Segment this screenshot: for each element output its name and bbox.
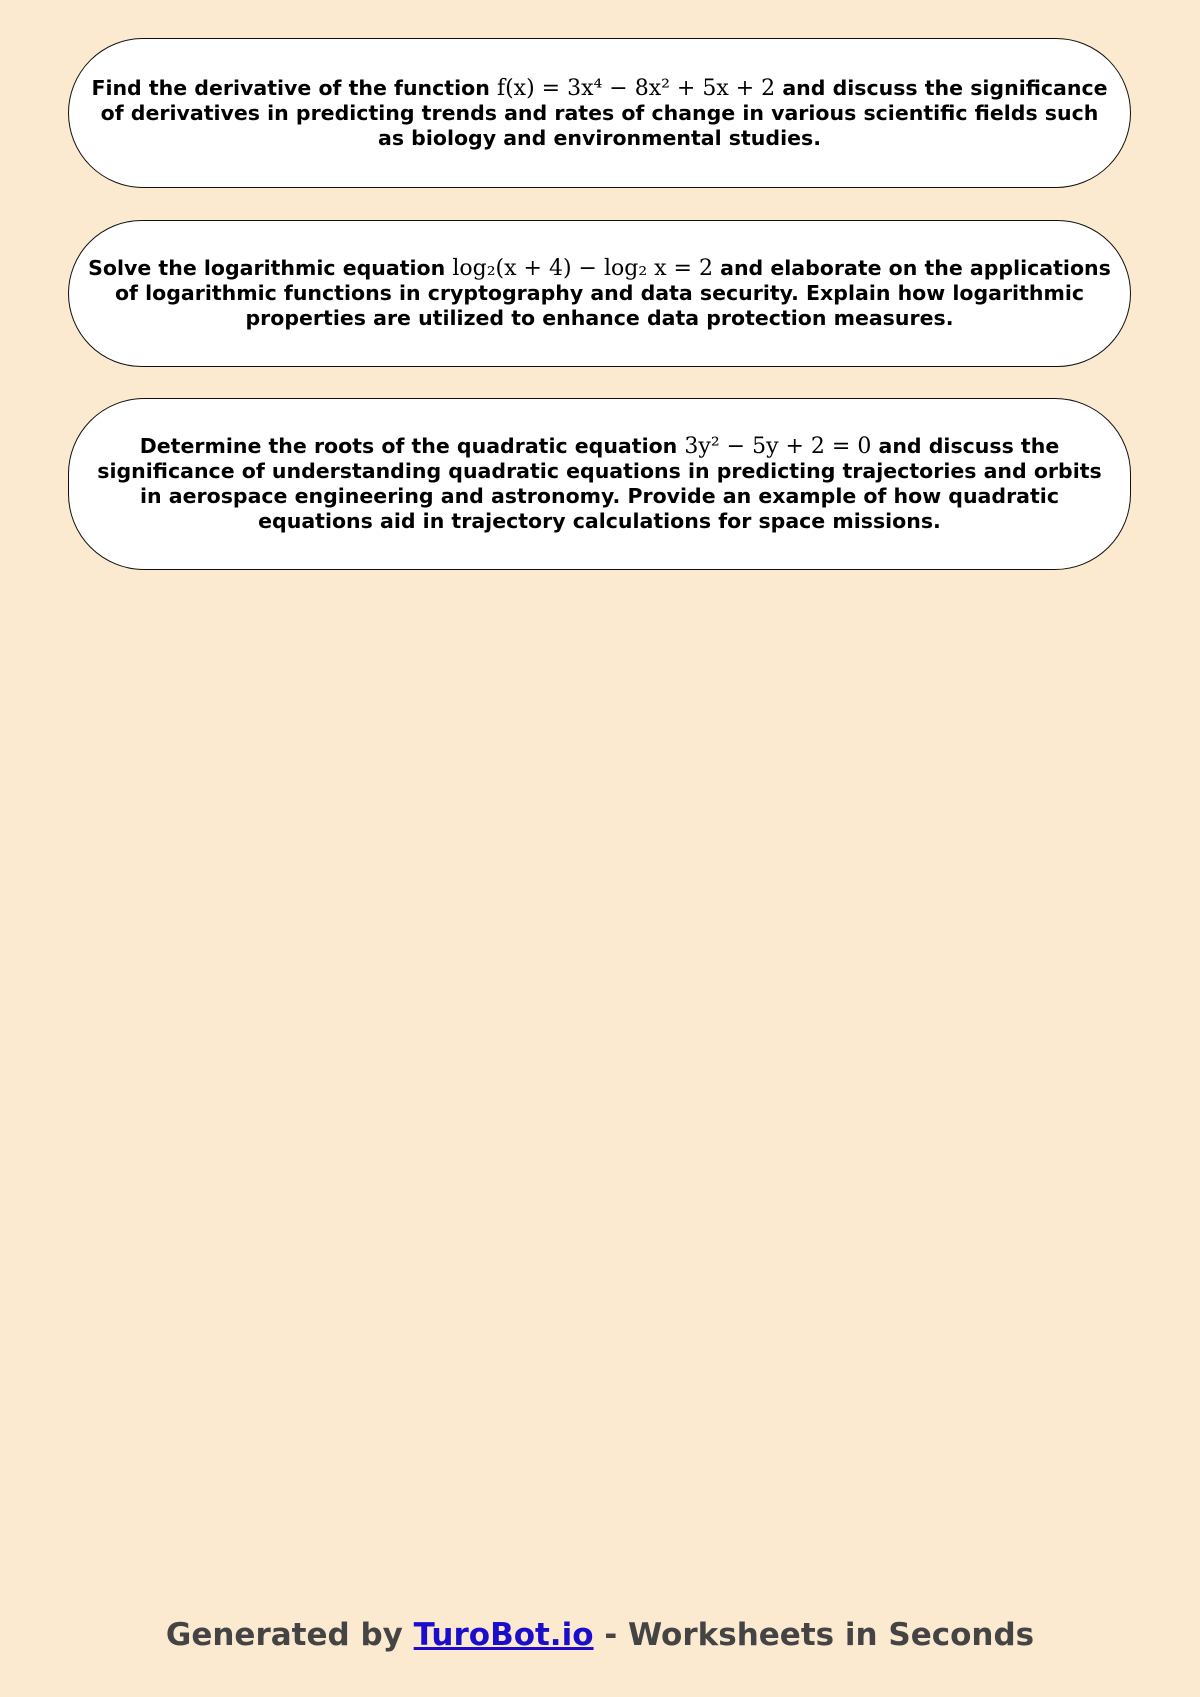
question-2-lead: Solve the logarithmic equation: [88, 256, 446, 280]
question-1-lead: Find the derivative of the function: [91, 75, 490, 100]
question-1-rest: and discuss the significance of derivatives in predicting trends and rates of change in various scientific fields such as biology and environmental studies.: [100, 75, 1108, 150]
footer-suffix: - Worksheets in Seconds: [604, 1617, 1035, 1653]
footer: [0, 1617, 1200, 1653]
question-text-2: [85, 256, 1114, 331]
footer-prefix: Generated by: [165, 1617, 403, 1653]
question-3-lead: Determine the roots of the quadratic equation: [139, 434, 678, 458]
question-1-formula: f(x) = 3x⁴ − 8x² + 5x + 2: [496, 75, 776, 101]
question-2-formula: log₂(x + 4) − log₂ x = 2: [452, 256, 713, 281]
turobot-link[interactable]: TuroBot.io: [413, 1617, 594, 1653]
question-3-formula: 3y² − 5y + 2 = 0: [684, 434, 872, 459]
question-text-1: [85, 76, 1114, 151]
question-card-3: [68, 398, 1131, 570]
question-text-3: [85, 434, 1114, 534]
question-card-1: [68, 38, 1131, 188]
question-2-rest: and elaborate on the applications of logarithmic functions in cryptography and data security. Explain how logarithmic properties are utilized to enhance data protection measures.: [114, 256, 1111, 330]
question-3-rest: and discuss the significance of understanding quadratic equations in predicting trajectories and orbits in aerospace engineering and astronomy. Provide an example of how quadratic equations aid in trajectory calculations for space missions.: [97, 434, 1102, 533]
question-card-2: [68, 220, 1131, 367]
